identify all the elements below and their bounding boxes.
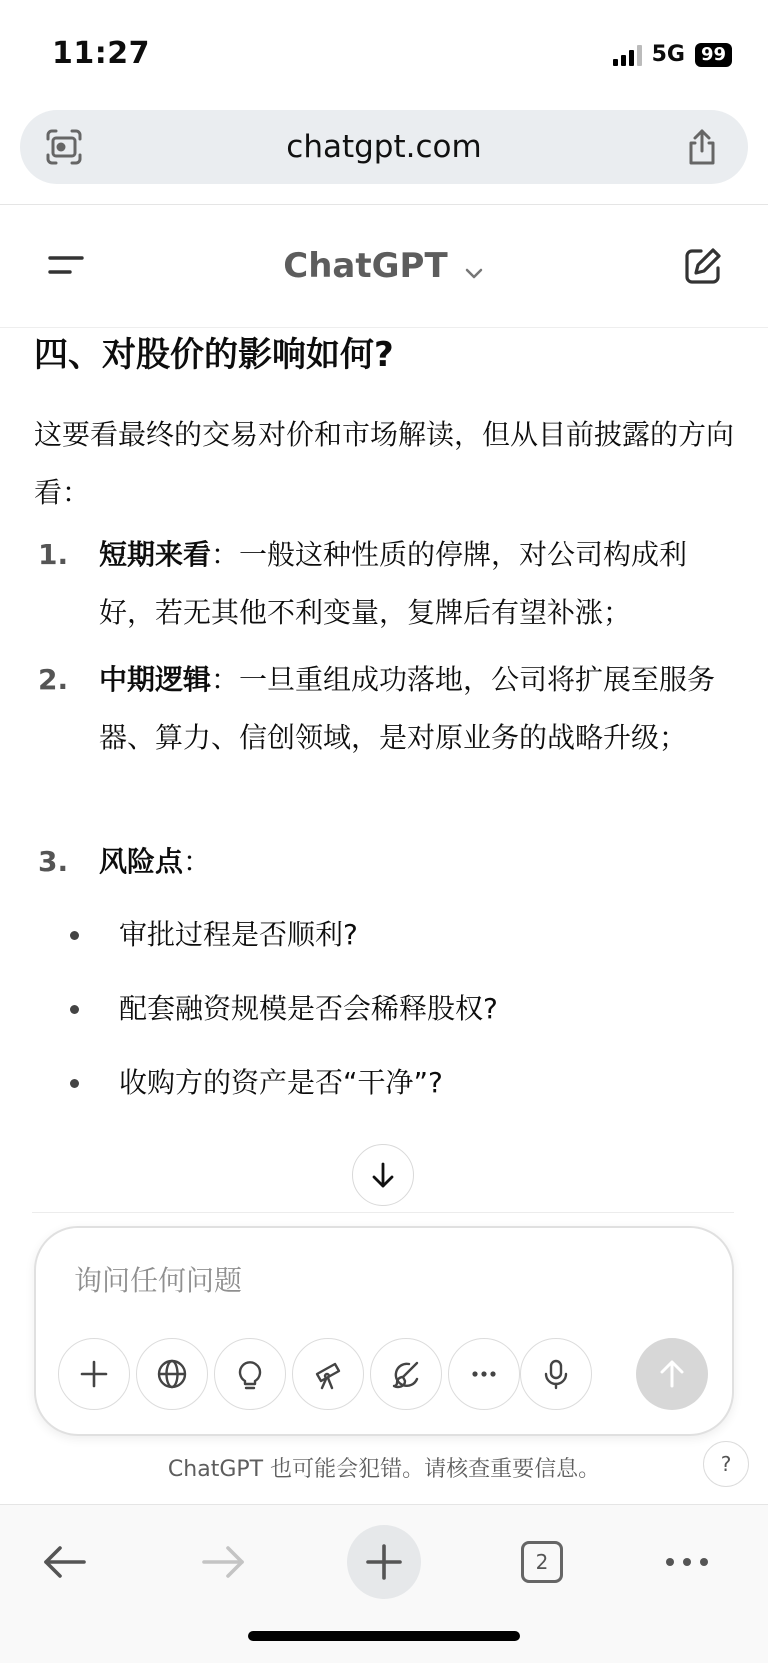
app-title[interactable]: ChatGPT (283, 246, 448, 286)
share-icon[interactable] (682, 127, 722, 167)
list-text (99, 651, 734, 767)
voice-input-button[interactable] (520, 1338, 592, 1410)
back-button[interactable] (28, 1525, 102, 1599)
bullet-icon (70, 1005, 79, 1014)
model-selector[interactable] (0, 205, 768, 333)
bullet-icon (70, 931, 79, 940)
arrow-down-icon (368, 1160, 398, 1190)
battery-indicator: 99 (695, 43, 732, 67)
bullet-text: 收购方的资产是否“干净”? (119, 1066, 443, 1099)
arrow-right-icon (198, 1542, 248, 1582)
attach-button[interactable] (58, 1338, 130, 1410)
intro-paragraph: 这要看最终的交易对价和市场解读，但从目前披露的方向看： (34, 418, 734, 509)
plus-icon (77, 1357, 111, 1391)
lightbulb-icon (233, 1357, 267, 1391)
list-number: 3. (38, 845, 69, 878)
plus-icon (364, 1542, 404, 1582)
list-text (99, 526, 734, 642)
new-chat-icon[interactable] (682, 245, 724, 287)
app-header (0, 205, 768, 327)
message-content (34, 328, 734, 1208)
composer (34, 1226, 734, 1436)
signal-icon (613, 44, 642, 66)
divider (32, 1212, 734, 1213)
more-icon (467, 1357, 501, 1391)
list-number: 2. (38, 663, 69, 696)
list-number: 1. (38, 538, 69, 571)
disclaimer-text: ChatGPT 也可能会犯错。请核查重要信息。 (167, 1457, 601, 1482)
list-body: ：一般这种性质的停牌，对公司构成利好，若无其他不利变量，复牌后有望补涨； (99, 538, 688, 629)
bullet-text: 审批过程是否顺利? (119, 918, 358, 951)
scroll-to-bottom-button[interactable] (352, 1144, 414, 1206)
globe-icon (155, 1357, 189, 1391)
more-tools-button[interactable] (448, 1338, 520, 1410)
send-button[interactable] (636, 1338, 708, 1410)
help-button[interactable]: ? (703, 1441, 749, 1487)
home-indicator (248, 1631, 520, 1641)
search-web-button[interactable] (136, 1338, 208, 1410)
forward-button[interactable] (186, 1525, 260, 1599)
arrow-up-icon (655, 1357, 689, 1391)
brush-icon (389, 1357, 423, 1391)
network-type: 5G (651, 42, 685, 67)
tabs-button[interactable] (505, 1525, 579, 1599)
chevron-down-icon[interactable] (463, 262, 485, 284)
create-image-button[interactable] (370, 1338, 442, 1410)
list-body: ：一旦重组成功落地，公司将扩展至服务器、算力、信创领域，是对原业务的战略升级； (99, 663, 716, 754)
deep-research-button[interactable] (292, 1338, 364, 1410)
telescope-icon (311, 1357, 345, 1391)
bullet-icon (70, 1079, 79, 1088)
section-heading: 四、对股价的影响如何? (34, 335, 394, 375)
new-tab-button[interactable] (347, 1525, 421, 1599)
tabs-count[interactable]: 2 (521, 1541, 563, 1583)
url-text[interactable]: chatgpt.com (286, 129, 482, 165)
status-bar (0, 0, 768, 100)
browser-menu-button[interactable] (650, 1525, 724, 1599)
bullet-text: 配套融资规模是否会稀释股权? (119, 992, 498, 1025)
list-label: 短期来看 (99, 538, 212, 571)
list-body: ： (183, 845, 212, 878)
address-bar[interactable] (20, 110, 748, 184)
mic-icon (539, 1357, 573, 1391)
status-time: 11:27 (52, 36, 150, 71)
browser-toolbar (0, 1505, 768, 1663)
reason-button[interactable] (214, 1338, 286, 1410)
list-label: 中期逻辑 (99, 663, 212, 696)
more-icon (662, 1552, 712, 1572)
composer-tools (36, 1228, 526, 1434)
list-label: 风险点 (99, 845, 184, 878)
list-text (99, 833, 734, 891)
status-indicators (613, 42, 732, 67)
arrow-left-icon (40, 1542, 90, 1582)
